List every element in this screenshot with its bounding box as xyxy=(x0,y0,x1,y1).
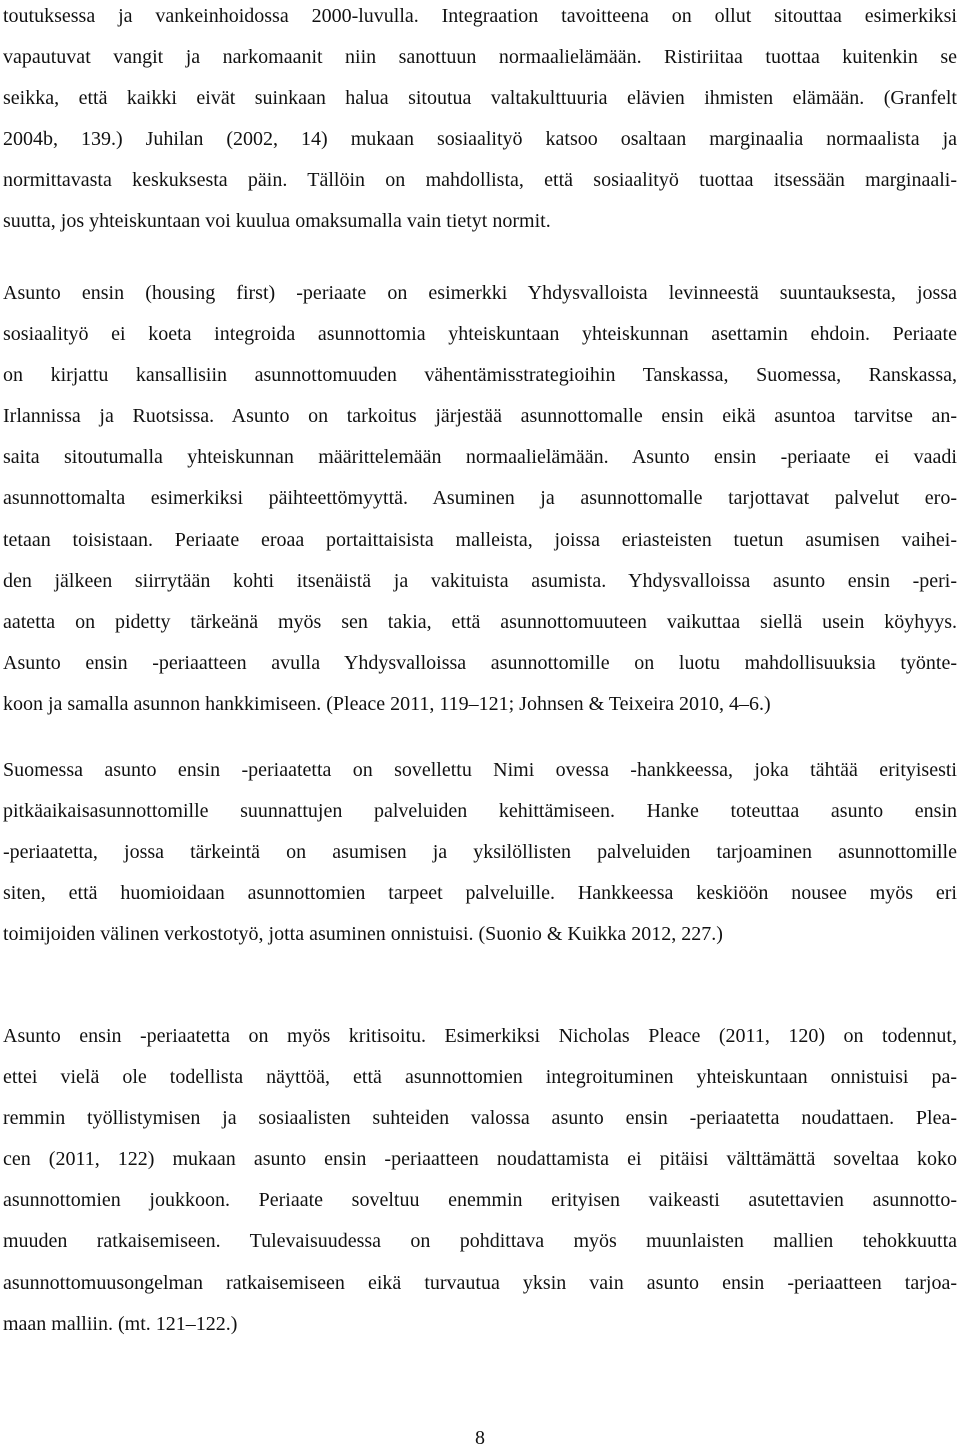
paragraph-nimi-ovessa-project xyxy=(3,750,957,955)
text-line: tetaan toisistaan. Periaate eroaa portaittaisista malleista, joissa eriasteisten tuetun asumisen vaihei- xyxy=(3,528,957,551)
text-line: sosiaalityö ei koeta integroida asunnottomia yhteiskuntaan yhteiskunnan asettamin ehdoin. Periaate xyxy=(3,323,957,346)
text-line: Irlannissa ja Ruotsissa. Asunto on tarkoitus järjestää asunnottomalle ensin eikä asuntoa tarvitse an- xyxy=(3,405,957,428)
text-line: pitkäaikaisasunnottomille suunnattujen palveluiden kehittämiseen. Hanke toteuttaa asunto ensin xyxy=(3,800,957,823)
text-line: muuden ratkaisemiseen. Tulevaisuudessa on pohdittava myös muunlaisten mallien tehokkuutta xyxy=(3,1230,957,1253)
text-line: 2004b, 139.) Juhilan (2002, 14) mukaan sosiaalityö katsoo osaltaan marginaalia normaalista ja xyxy=(3,128,957,151)
text-line: cen (2011, 122) mukaan asunto ensin -periaatteen noudattamista ei pitäisi välttämättä soveltaa koko xyxy=(3,1148,957,1171)
paragraph-housing-first-principle xyxy=(3,273,957,725)
text-line: saita sitoutumalla yhteiskunnan määrittelemään normaalielämään. Asunto ensin -periaate ei vaadi xyxy=(3,446,957,469)
paragraph-integration-critique xyxy=(3,0,957,243)
text-line: aatetta on pidetty tärkeänä myös sen takia, että asunnottomuuteen vaikuttaa siellä usein köyhyys. xyxy=(3,610,957,633)
text-line: suutta, jos yhteiskuntaan voi kuulua omaksumalla vain tietyt normit. xyxy=(3,210,551,233)
paragraph-housing-first-criticism xyxy=(3,1016,957,1345)
page-number: 8 xyxy=(475,1427,485,1449)
text-line: ettei vielä ole todellista näyttöä, että asunnottomien integroituminen yhteiskuntaan onnistuisi pa- xyxy=(3,1066,957,1089)
text-line: asunnottomien joukkoon. Periaate soveltuu enemmin erityisen vaikeasti asutettavien asunnotto- xyxy=(3,1189,957,1212)
text-line: on kirjattu kansallisiin asunnottomuuden vähentämisstrategioihin Tanskassa, Suomessa, Ranskassa, xyxy=(3,364,957,387)
text-line: asunnottomuusongelman ratkaisemiseen eikä turvautua yksin vain asunto ensin -periaatteen tarjoa- xyxy=(3,1271,957,1294)
text-line: Suomessa asunto ensin -periaatetta on sovellettu Nimi ovessa -hankkeessa, joka tähtää erityisesti xyxy=(3,759,957,781)
text-line: koon ja samalla asunnon hankkimiseen. (Pleace 2011, 119–121; Johnsen & Teixeira 2010, 4–6.) xyxy=(3,692,771,715)
text-line: Asunto ensin -periaatetta on myös kritisoitu. Esimerkiksi Nicholas Pleace (2011, 120) on todennut, xyxy=(3,1025,957,1047)
text-line: asunnottomalta esimerkiksi päihteettömyyttä. Asuminen ja asunnottomalle tarjottavat palvelut ero- xyxy=(3,487,957,510)
text-line: den jälkeen siirrytään kohti itsenäistä ja vakituista asumista. Yhdysvalloissa asunto ensin -peri- xyxy=(3,569,957,592)
text-line: Asunto ensin -periaatteen avulla Yhdysvalloissa asunnottomille on luotu mahdollisuuksia työnte- xyxy=(3,651,957,674)
text-line: vapautuvat vangit ja narkomaanit niin sanottuun normaalielämään. Ristiriitaa tuottaa kuitenkin se xyxy=(3,46,957,69)
text-line: seikka, että kaikki eivät suinkaan halua sitoutua valtakulttuuria elävien ihmisten elämään. (Granfelt xyxy=(3,87,957,110)
text-line: toimijoiden välinen verkostotyö, jotta asuminen onnistuisi. (Suonio & Kuikka 2012, 227.) xyxy=(3,923,723,946)
text-line: -periaatetta, jossa tärkeintä on asumisen ja yksilöllisten palveluiden tarjoaminen asunnottomille xyxy=(3,841,957,864)
text-line: maan malliin. (mt. 121–122.) xyxy=(3,1312,238,1335)
text-line: Asunto ensin (housing first) -periaate on esimerkki Yhdysvalloista levinneestä suuntauksesta, jossa xyxy=(3,282,957,304)
text-line: normittavasta keskuksesta päin. Tällöin on mahdollista, että sosiaalityö tuottaa itsessään marginaali- xyxy=(3,169,957,192)
text-line: remmin työllistymisen ja sosiaalisten suhteiden valossa asunto ensin -periaatetta noudattaen. Plea- xyxy=(3,1107,957,1130)
text-line: toutuksessa ja vankeinhoidossa 2000-luvulla. Integraation tavoitteena on ollut sitouttaa esimerkiksi xyxy=(3,5,957,27)
text-line: siten, että huomioidaan asunnottomien tarpeet palveluille. Hankkeessa keskiöön nousee myös eri xyxy=(3,882,957,905)
